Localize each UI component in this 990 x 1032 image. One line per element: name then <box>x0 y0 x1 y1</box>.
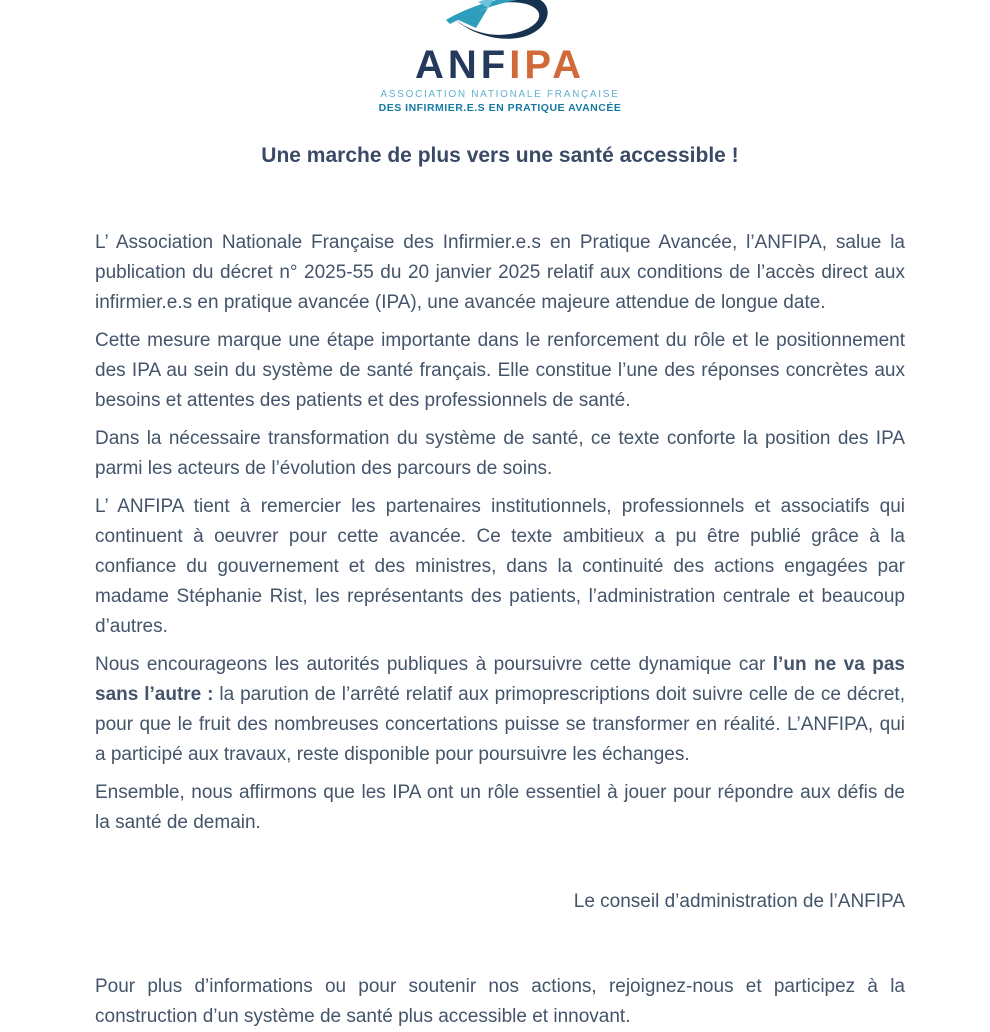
logo-tagline-1: ASSOCIATION NATIONALE FRANÇAISE <box>380 89 620 100</box>
signature-line: Le conseil d’administration de l’ANFIPA <box>573 891 905 912</box>
paragraph-3: Dans la nécessaire transformation du système de santé, ce texte conforte la position des IPA parmi les acteurs de l’évolution des parcours de soins. <box>95 428 905 479</box>
document-body <box>95 228 905 1032</box>
paragraph-6: Ensemble, nous affirmons que les IPA ont un rôle essentiel à jouer pour répondre aux défis de la santé de demain. <box>95 782 905 833</box>
paragraph-4: L’ ANFIPA tient à remercier les partenaires institutionnels, professionnels et associatifs qui continuent à oeuvrer pour cette avancée. Ce texte ambitieux a pu être publié grâce à la confiance du gouvernement et des ministres, dans la continuité des actions engagées par madame Stéphanie Rist, les représentants des patients, l’administration centrale et beaucoup d’autres. <box>95 496 905 637</box>
paragraph-5-bold-text: l’un ne va pas sans l’autre : <box>95 654 905 705</box>
anfipa-logo <box>95 0 905 114</box>
wordmark-anf: ANF <box>415 43 510 87</box>
footer-paragraph: Pour plus d’informations ou pour soutenir nos actions, rejoignez-nous et participez à la construction d’un système de santé plus accessible et innovant. <box>95 976 905 1027</box>
paragraph-5 <box>95 650 905 770</box>
paragraph-2: Cette mesure marque une étape importante dans le renforcement du rôle et le positionnement des IPA au sein du système de santé français. Elle constitue l’une des réponses concrètes aux besoins et attentes des patients et des professionnels de santé. <box>95 330 905 411</box>
anfipa-swoosh-icon <box>444 0 556 46</box>
wordmark-ipa: IPA <box>509 43 585 87</box>
paragraph-5-text-after: la parution de l’arrêté relatif aux primoprescriptions doit suivre celle de ce décret, pour que le fruit des nombreuses concertations puisse se transformer en réalité. L’ANFIPA, qui a participé aux travaux, reste disponible pour poursuivre les échanges. <box>95 684 905 765</box>
paragraph-1: L’ Association Nationale Française des Infirmier.e.s en Pratique Avancée, l’ANFIPA, salue la publication du décret n° 2025-55 du 20 janvier 2025 relatif aux conditions de l’accès direct aux infirmier.e.s en pratique avancée (IPA), une avancée majeure attendue de longue date. <box>95 232 905 313</box>
paragraph-5-text: Nous encourageons les autorités publiques à poursuivre cette dynamique car <box>95 654 773 675</box>
logo-tagline-2: DES INFIRMIER.E.S EN PRATIQUE AVANCÉE <box>378 102 622 114</box>
anfipa-wordmark <box>95 45 905 85</box>
page-title: Une marche de plus vers une santé accessible ! <box>261 144 739 167</box>
